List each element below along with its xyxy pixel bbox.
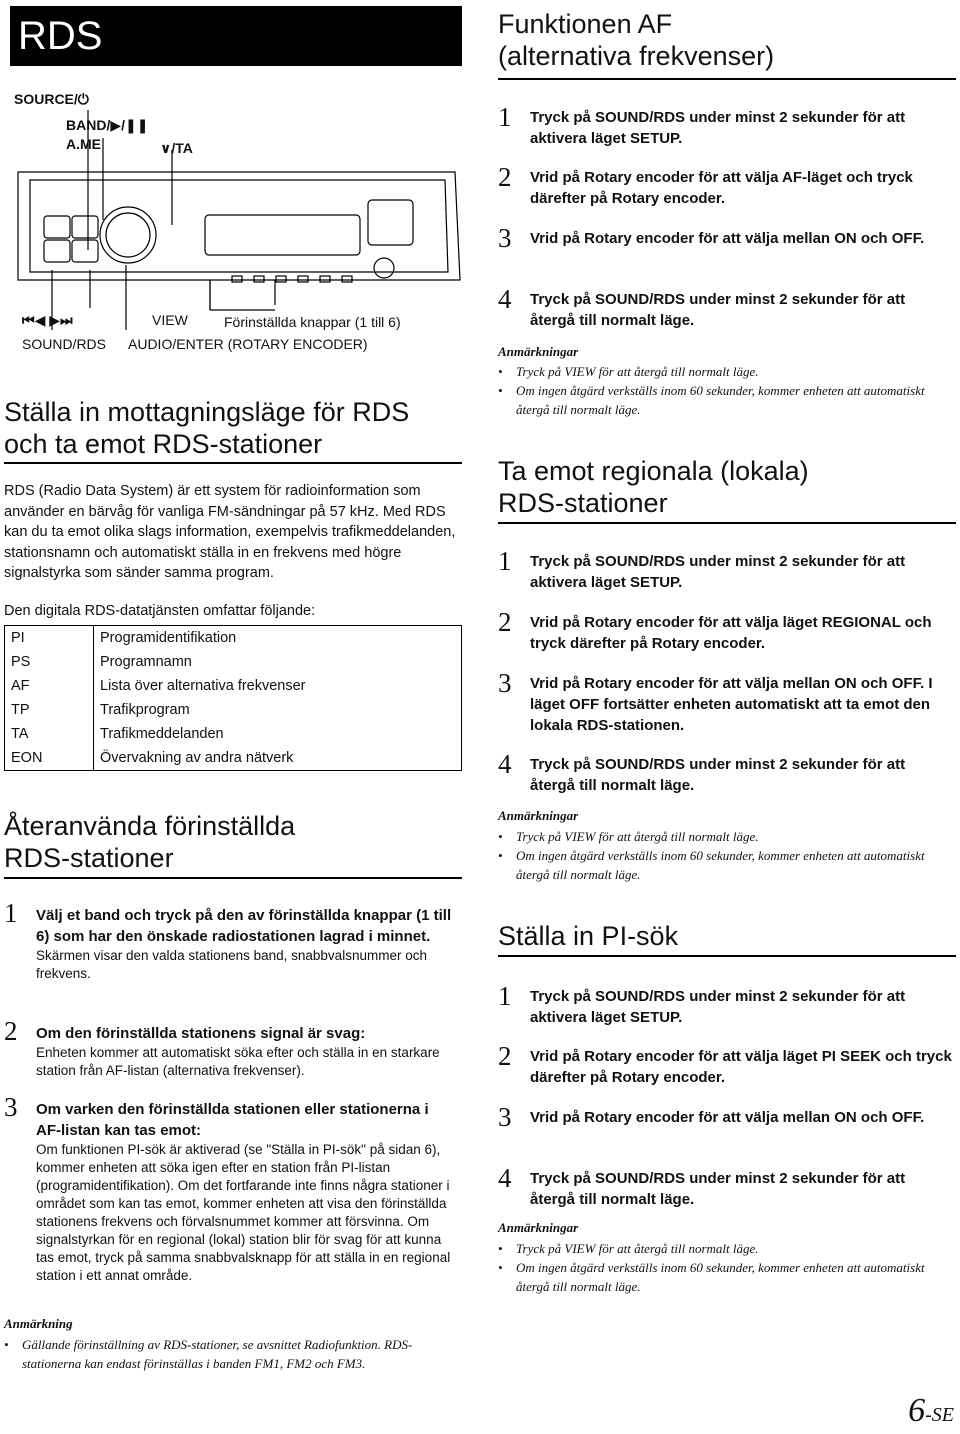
- device-diagram: [0, 80, 470, 360]
- table-row: [5, 674, 462, 698]
- section-title-ateranvanda: Återanvända förinställda RDS-stationer: [4, 811, 296, 873]
- label-audio-enter: AUDIO/ENTER (ROTARY ENCODER): [128, 336, 368, 352]
- step-text: Tryck på SOUND/RDS under minst 2 sekunder för att återgå till normalt läge.: [530, 291, 906, 329]
- step-number: 1: [498, 981, 512, 1011]
- table-cell-description: Övervakning av andra nätverk: [94, 746, 462, 771]
- step-number: 3: [498, 668, 512, 698]
- page-title: RDS: [10, 6, 462, 66]
- note-heading: Anmärkningar: [498, 344, 579, 359]
- prev-next-icons: ⏮◀ ▶⏭: [22, 312, 73, 328]
- step-number: 1: [4, 898, 18, 928]
- table-cell-code: TA: [5, 722, 94, 746]
- rds-services-table: [4, 625, 462, 771]
- service-intro: Den digitala RDS-datatjänsten omfattar följande:: [4, 603, 316, 619]
- label-band: BAND/▶/❚❚: [66, 117, 149, 133]
- label-presets: Förinställda knappar (1 till 6): [224, 314, 401, 330]
- table-cell-description: Programidentifikation: [94, 626, 462, 651]
- table-row: [5, 698, 462, 722]
- pause-icon: ❚❚: [125, 117, 149, 133]
- table-cell-description: Trafikmeddelanden: [94, 722, 462, 746]
- step-text: Om varken den förinställda stationen eller stationerna i AF-listan kan tas emot: Om funktionen PI-sök är aktiverad (se "Ställa in PI-sök" på sidan 6), kommer enheten att söka igen efter en station från PI-listan (programidentifikation). Om det fortfarande inte finns några stationer i området som kan tas emot, kommer enheten att visa den förinställda stationens frekvens och förvalsnummet kommer att försvinna. Om signalstyrkan för en regional (lokal) station blir för svag för att kunna tas emot, tryck på samma snabbvalsknapp för att ställa in en regional station i ett annat område.: [36, 1101, 451, 1283]
- step-number: 3: [4, 1092, 18, 1122]
- note-heading: Anmärkning: [4, 1316, 73, 1331]
- label-ame: A.ME: [66, 136, 101, 152]
- label-source: SOURCE/⏻: [14, 91, 89, 107]
- table-cell-code: EON: [5, 746, 94, 771]
- note-item: • Om ingen åtgärd verkställs inom 60 sekunder, kommer enheten att automatiskt återgå till normalt läge.: [498, 383, 925, 417]
- table-cell-code: PI: [5, 626, 94, 651]
- step-number: 4: [498, 1163, 512, 1193]
- step-number: 2: [498, 1041, 512, 1071]
- table-cell-description: Lista över alternativa frekvenser: [94, 674, 462, 698]
- table-row: [5, 626, 462, 651]
- note-heading: Anmärkningar: [498, 1220, 579, 1235]
- table-row: [5, 722, 462, 746]
- play-icon: ▶: [110, 117, 122, 133]
- table-cell-code: TP: [5, 698, 94, 722]
- step-text: Vrid på Rotary encoder för att välja AF-läget och tryck därefter på Rotary encoder.: [530, 169, 913, 207]
- section-title-mottagningslage: Ställa in mottagningsläge för RDS och ta emot RDS-stationer: [4, 397, 410, 459]
- step-number: 4: [498, 284, 512, 314]
- chevron-down-icon: ∨: [160, 140, 172, 156]
- table-cell-description: Programnamn: [94, 650, 462, 674]
- section-rule: [4, 877, 462, 879]
- step-text: Vrid på Rotary encoder för att välja läget REGIONAL och tryck därefter på Rotary encoder.: [530, 614, 932, 652]
- section-rule: [498, 955, 956, 957]
- note-item: • Tryck på VIEW för att återgå till normalt läge.: [498, 364, 759, 379]
- label-ta: ∨/TA: [160, 140, 193, 156]
- step-text: Vrid på Rotary encoder för att välja mellan ON och OFF.: [530, 1109, 925, 1126]
- step-text: Vrid på Rotary encoder för att välja mellan ON och OFF. I läget OFF fortsätter enheten automatiskt att ta emot den lokala RDS-stationen.: [530, 675, 933, 734]
- step-text: Tryck på SOUND/RDS under minst 2 sekunder för att återgå till normalt läge.: [530, 756, 906, 794]
- note-heading: Anmärkningar: [498, 808, 579, 823]
- section-rule: [498, 522, 956, 524]
- step-number: 1: [498, 102, 512, 132]
- step-number: 2: [498, 162, 512, 192]
- table-cell-description: Trafikprogram: [94, 698, 462, 722]
- note-item: • Gällande förinställning av RDS-stationer, se avsnittet Radiofunktion. RDS-stationerna kan endast förinställas i banden FM1, FM2 och FM3.: [4, 1337, 413, 1371]
- step-text: Tryck på SOUND/RDS under minst 2 sekunder för att aktivera läget SETUP.: [530, 109, 906, 147]
- intro-paragraph: RDS (Radio Data System) är ett system för radioinformation som använder en bärvåg för vanliga FM-sändningar på 57 kHz. Med RDS kan du ta emot olika slags information, exempelvis trafikmeddelanden, stationsnamn och automatiskt ställa in en frekvens med högre signalstyrka som sänder samma program.: [4, 483, 456, 581]
- note-item: • Tryck på VIEW för att återgå till normalt läge.: [498, 829, 759, 844]
- step-text: Välj et band och tryck på den av förinställda knappar (1 till 6) som har den önskade radiostationen lagrad i minnet. Skärmen visar den valda stationens band, snabbvalsnummer och frekvens.: [36, 907, 452, 981]
- step-number: 3: [498, 223, 512, 253]
- table-row: [5, 746, 462, 771]
- step-text: Vrid på Rotary encoder för att välja läget PI SEEK och tryck därefter på Rotary encoder.: [530, 1048, 952, 1086]
- section-title-af: Funktionen AF (alternativa frekvenser): [498, 9, 775, 71]
- step-text: Tryck på SOUND/RDS under minst 2 sekunder för att återgå till normalt läge.: [530, 1170, 906, 1208]
- section-title-regional: Ta emot regionala (lokala) RDS-stationer: [498, 456, 809, 518]
- page-number: 6-SE: [908, 1392, 954, 1429]
- step-text: Tryck på SOUND/RDS under minst 2 sekunder för att aktivera läget SETUP.: [530, 988, 906, 1026]
- step-number: 2: [4, 1016, 18, 1046]
- label-view: VIEW: [152, 312, 188, 328]
- section-title-pi: Ställa in PI-sök: [498, 921, 679, 951]
- step-text: Tryck på SOUND/RDS under minst 2 sekunder för att aktivera läget SETUP.: [530, 553, 906, 591]
- section-rule: [498, 78, 956, 80]
- step-number: 3: [498, 1102, 512, 1132]
- section-rule: [4, 462, 462, 464]
- note-item: • Om ingen åtgärd verkställs inom 60 sekunder, kommer enheten att automatiskt återgå till normalt läge.: [498, 1260, 925, 1294]
- step-number: 1: [498, 546, 512, 576]
- step-number: 2: [498, 607, 512, 637]
- note-item: • Tryck på VIEW för att återgå till normalt läge.: [498, 1241, 759, 1256]
- table-cell-code: AF: [5, 674, 94, 698]
- table-cell-code: PS: [5, 650, 94, 674]
- step-text: Vrid på Rotary encoder för att välja mellan ON och OFF.: [530, 230, 925, 247]
- note-item: • Om ingen åtgärd verkställs inom 60 sekunder, kommer enheten att automatiskt återgå till normalt läge.: [498, 848, 925, 882]
- table-row: [5, 650, 462, 674]
- step-number: 4: [498, 749, 512, 779]
- power-icon: ⏻: [77, 91, 89, 107]
- label-sound-rds: SOUND/RDS: [22, 336, 107, 352]
- step-text: Om den förinställda stationens signal är svag: Enheten kommer att automatiskt söka efter och ställa in en starkare station från AF-listan (alternativa frekvenser).: [36, 1025, 440, 1078]
